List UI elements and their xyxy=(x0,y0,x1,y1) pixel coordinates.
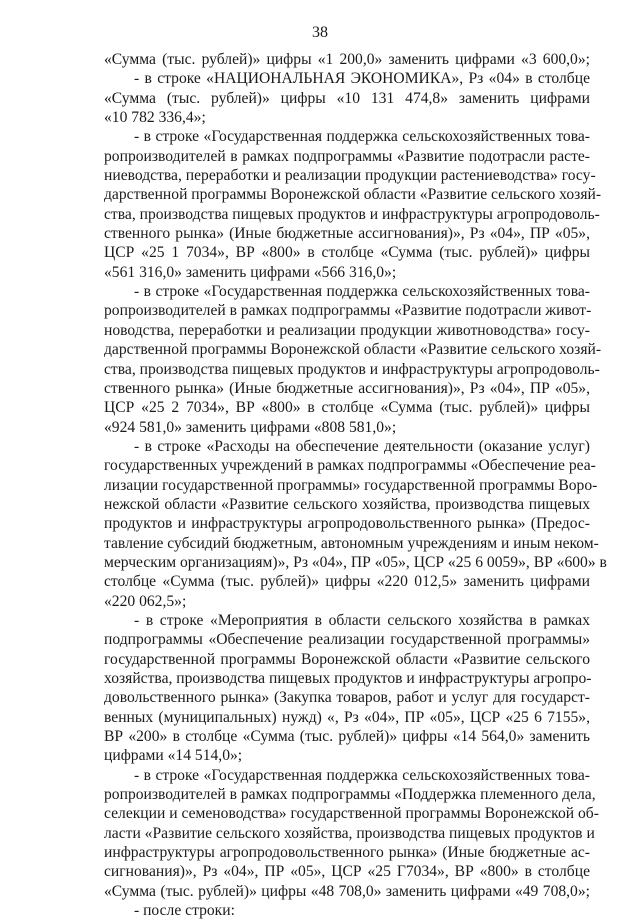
page-number: 38 xyxy=(312,24,328,41)
text-line: ропроизводителей в рамках подпрограммы «Поддержка племенного дела, xyxy=(104,786,596,804)
text-line: «Сумма (тыс. рублей)» цифры «10 131 474,8» заменить цифрами xyxy=(104,89,590,107)
text-line: ВР «200» в столбце «Сумма (тыс. рублей)» цифры «14 564,0» заменить xyxy=(104,728,590,746)
text-line: селекции и семеноводства» государственной программы Воронежской об- xyxy=(104,805,599,823)
text-line: подпрограммы «Обеспечение реализации государственной программы» xyxy=(104,631,590,649)
text-line: инфраструктуры агропродовольственного рынка» (Иные бюджетные ас- xyxy=(104,844,590,862)
text-line: «561 316,0» заменить цифрами «566 316,0»; xyxy=(104,263,397,281)
text-line: ЦСР «25 1 7034», ВР «800» в столбце «Сумма (тыс. рублей)» цифры xyxy=(104,244,590,262)
text-line: «Сумма (тыс. рублей)» цифры «48 708,0» заменить цифрами «49 708,0»; xyxy=(104,882,590,900)
text-line: ственного рынка» (Иные бюджетные ассигнования)», Рз «04», ПР «05», xyxy=(104,225,590,243)
text-line: хозяйства, производства пищевых продуктов и инфраструктуры агропро- xyxy=(104,670,592,687)
text-line: - в строке «НАЦИОНАЛЬНАЯ ЭКОНОМИКА», Рз «04» в столбце xyxy=(134,70,590,88)
text-line: лизации государственной программы» государственной программы Воро- xyxy=(104,476,598,494)
text-line: - в строке «Расходы на обеспечение деятельности (оказание услуг) xyxy=(134,437,590,455)
text-line: дарственной программы Воронежской области «Развитие сельского хозяй- xyxy=(104,186,602,204)
text-line: - в строке «Государственная поддержка сельскохозяйственных това- xyxy=(134,766,590,784)
text-line: ропроизводителей в рамках подпрограммы «Развитие подотрасли расте- xyxy=(104,147,590,165)
text-line: «Сумма (тыс. рублей)» цифры «1 200,0» заменить цифрами «3 600,0»; xyxy=(104,51,590,68)
text-line: венных (муниципальных) нужд) «, Рз «04», ПР «05», ЦСР «25 6 7155», xyxy=(104,708,590,726)
text-line: государственных учреждений в рамках подпрограммы «Обеспечение реа- xyxy=(104,457,596,475)
text-line: - в строке «Мероприятия в области сельского хозяйства в рамках xyxy=(134,611,590,629)
text-line: ства, производства пищевых продуктов и инфраструктуры агропродоволь- xyxy=(104,360,600,378)
text-line: дарственной программы Воронежской области «Развитие сельского хозяй- xyxy=(104,341,602,359)
text-line: довольственного рынка» (Закупка товаров, работ и услуг для государст- xyxy=(104,689,590,707)
text-line: ства, производства пищевых продуктов и инфраструктуры агропродоволь- xyxy=(104,205,600,223)
text-line: тавление субсидий бюджетным, автономным учреждениям и иным неком- xyxy=(104,534,599,552)
text-line: «220 062,5»; xyxy=(104,592,187,610)
text-line: столбце «Сумма (тыс. рублей)» цифры «220 012,5» заменить цифрами xyxy=(104,573,590,591)
text-line: - после строки: xyxy=(134,902,235,920)
text-line: - в строке «Государственная поддержка сельскохозяйственных това- xyxy=(134,283,590,301)
text-line: мерческим организациям)», Рз «04», ПР «05», ЦСР «25 6 0059», ВР «600» в xyxy=(104,553,607,571)
text-line: ЦСР «25 2 7034», ВР «800» в столбце «Сумма (тыс. рублей)» цифры xyxy=(104,399,590,417)
text-line: - в строке «Государственная поддержка сельскохозяйственных това- xyxy=(134,128,590,146)
text-line: ропроизводителей в рамках подпрограммы «Развитие подотрасли живот- xyxy=(104,302,592,320)
text-line: новодства, переработки и реализации продукции животноводства» госу- xyxy=(104,321,590,339)
text-line: «924 581,0» заменить цифрами «808 581,0»; xyxy=(104,418,397,436)
document-body xyxy=(104,50,607,920)
text-line: «10 782 336,4»; xyxy=(104,109,206,127)
text-line: цифрами «14 514,0»; xyxy=(104,747,243,765)
text-line: продуктов и инфраструктуры агропродовольственного рынка» (Предос- xyxy=(104,515,590,533)
text-line: сигнования)», Рз «04», ПР «05», ЦСР «25 Г7034», ВР «800» в столбце xyxy=(104,863,590,881)
text-line: ласти «Развитие сельского хозяйства, производства пищевых продуктов и xyxy=(104,824,595,842)
text-line: ниеводства, переработки и реализации продукции растениеводства» госу- xyxy=(104,167,596,185)
text-line: нежской области «Развитие сельского хозяйства, производства пищевых xyxy=(104,495,590,513)
text-line: государственной программы Воронежской области «Развитие сельского xyxy=(104,650,590,668)
text-line: ственного рынка» (Иные бюджетные ассигнования)», Рз «04», ПР «05», xyxy=(104,379,590,397)
